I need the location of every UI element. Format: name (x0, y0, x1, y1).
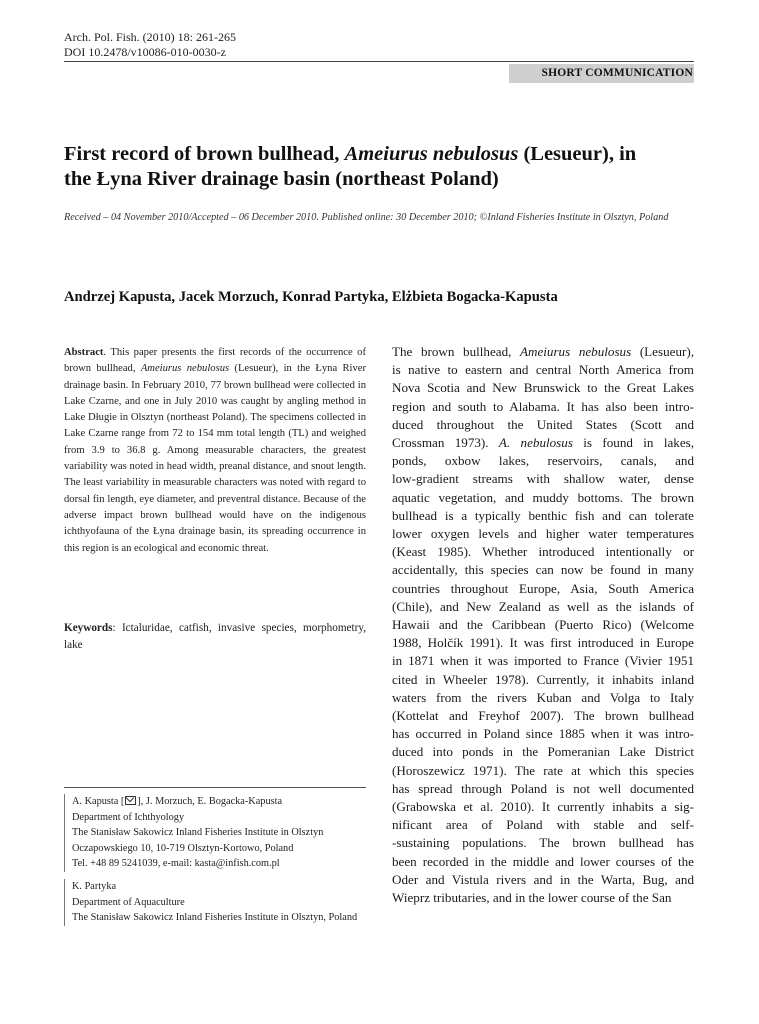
body-line (392, 525, 694, 543)
body-line-segment: Ameiurus nebulosus (520, 344, 632, 359)
body-line (392, 871, 694, 889)
body-line-segment: is found in lakes, (572, 435, 695, 451)
body-line (392, 798, 694, 816)
affiliation-rule (64, 787, 366, 788)
body-line-segment: low-gradient streams with shallow water, dense (392, 471, 694, 487)
affiliation1-names (72, 794, 366, 810)
body-line (392, 853, 694, 871)
affiliation1-address: Oczapowskiego 10, 10-719 Olsztyn-Kortowo, Poland (72, 842, 294, 854)
abstract-species: Ameiurus nebulosus (140, 363, 230, 375)
body-line-segment: has occurred in Poland since 1885 when it was intro- (392, 726, 694, 742)
body-line-segment: bullhead is a typically benthic fish and can tolerate (392, 507, 694, 523)
body-line-segment: Nova Scotia and New Brunswick to the Great Lakes (392, 380, 694, 396)
body-line-segment: (Keast 1985). Whether introduced intentionally or (392, 544, 694, 560)
affiliation1-names-b: ], J. Morzuch, E. Bogacka-Kapusta (137, 796, 283, 807)
body-line-segment: aquatic vegetation, and muddy bottoms. The brown (392, 489, 694, 505)
body-line-segment: accidentally, this species can now be found in many (392, 562, 694, 578)
keywords-text: : Ictaluridae, catfish, invasive species, morphometry, lake (64, 622, 366, 651)
body-line (392, 634, 694, 652)
body-line-segment: The brown bullhead, (392, 344, 521, 359)
body-line-segment: waters from the rivers Kuban and Volga to Italy (392, 689, 694, 705)
affiliation-block-1 (64, 794, 366, 872)
affiliation2-dept: Department of Aquaculture (72, 896, 185, 908)
body-line (392, 398, 694, 416)
body-line (392, 561, 694, 579)
body-line (392, 452, 694, 470)
body-line-segment: countries throughout Europe, Asia, South America (392, 580, 694, 596)
envelope-icon (125, 796, 136, 805)
body-line (392, 470, 694, 488)
affiliation1-names-a: A. Kapusta [ (72, 796, 125, 807)
body-line (392, 598, 694, 616)
author-list: Andrzej Kapusta, Jacek Morzuch, Konrad Partyka, Elżbieta Bogacka-Kapusta (64, 289, 558, 305)
body-line-segment: Hawaii and the Caribbean (Puerto Rico) (Welcome (392, 617, 694, 633)
body-line (392, 543, 694, 561)
body-line (392, 416, 694, 434)
body-line (392, 834, 694, 852)
body-line (392, 707, 694, 725)
body-line-segment: (Kottelat and Freyhof 2007). The brown bullhead (392, 708, 694, 724)
abstract-text-a: . This paper presents the first records of the occurrence of brown bullhead, (64, 347, 366, 375)
affiliation2-inst: The Stanisław Sakowicz Inland Fisheries Institute in Olsztyn, Poland (72, 912, 358, 924)
body-line-segment: in 1871 when it was imported to France (Vivier 1951 (392, 653, 694, 669)
body-line (392, 689, 694, 707)
body-line (392, 616, 694, 634)
body-line-segment: duced throughout the United States (Scott and (392, 416, 694, 432)
body-line (392, 780, 694, 798)
body-line (392, 507, 694, 525)
journal-header (64, 30, 236, 60)
body-line-segment: A. nebulosus (498, 435, 573, 451)
body-line (392, 343, 694, 361)
body-line (392, 434, 694, 452)
affiliation1-dept: Department of Ichthyology (72, 811, 185, 823)
paper-title (64, 142, 704, 192)
body-line-segment: cited in Wheeler 1978). Currently, it inhabits inland (392, 671, 694, 687)
title-line2: the Łyna River drainage basin (northeast Poland) (64, 168, 499, 190)
body-line-segment: Oder and Vistula rivers and in the Warta, Bug, and (392, 871, 694, 887)
affiliation1-inst: The Stanisław Sakowicz Inland Fisheries Institute in Olsztyn (72, 827, 324, 839)
body-line (392, 743, 694, 761)
body-line-segment: 1988, Holčík 1991). It was first introduced in Europe (392, 635, 694, 651)
title-part1: First record of brown bullhead, (64, 143, 345, 165)
body-line (392, 816, 694, 834)
body-line-segment: -sustaining populations. The brown bullhead has (392, 835, 694, 851)
body-line (392, 671, 694, 689)
body-line-segment: (Grabowska et al. 2010). It currently inhabits a sig- (392, 799, 694, 815)
body-line-segment: region and south to Alabama. It has also been intro- (392, 398, 694, 414)
body-line-segment: been recorded in the middle and lower courses of the (392, 853, 694, 869)
header-rule (64, 61, 694, 62)
body-line-segment: Wieprz tributaries, and in the lower course of the San (392, 890, 672, 906)
body-line (392, 725, 694, 743)
body-line-segment: nificant area of Poland with stable and self- (392, 817, 694, 833)
title-species: Ameiurus nebulosus (344, 143, 519, 165)
body-line-segment: (Lesueur), (631, 344, 694, 359)
body-line (392, 361, 694, 379)
body-line-segment: is native to eastern and central North America from (392, 362, 694, 378)
body-line-segment: has spread through Poland is not well documented (392, 780, 694, 796)
title-part2: (Lesueur), in (518, 143, 637, 165)
section-label: SHORT COMMUNICATION (509, 64, 694, 83)
body-line (392, 889, 694, 907)
body-line (392, 379, 694, 397)
affiliation2-names: K. Partyka (72, 881, 117, 892)
body-line-segment: duced into ponds in the Pomeranian Lake District (392, 744, 694, 760)
body-line-segment: (Chile), and New Zealand as well as the islands of (392, 598, 694, 614)
journal-citation: Arch. Pol. Fish. (2010) 18: 261-265 (64, 30, 236, 44)
body-line (392, 652, 694, 670)
body-line (392, 489, 694, 507)
keywords (64, 620, 366, 653)
affiliation1-contact: Tel. +48 89 5241039, e-mail: kasta@infish.com.pl (72, 858, 280, 870)
abstract-label: Abstract (64, 347, 104, 358)
affiliation-block-2 (64, 879, 366, 926)
keywords-label: Keywords (64, 622, 113, 634)
body-line-segment: (Horoszewicz 1971). The rate at which this species (392, 762, 694, 778)
abstract-text-b: (Lesueur), in the Łyna River drainage basin. In February 2010, 77 brown bullhead were collected in Lake Czarne, and one in July 2010 was caught by angling method in Lake Długie in Olsztyn (northeast Poland). The specimens collected in Lake Czarne range from 72 to 154 mm total length (TL) and weighed from 3.9 to 36.8 g. Among measurable characters, the greatest variability was noted in head width, preanal distance, and snout length. The least variability in measurable characters was noted with regard to dorsal fin length, eye diameter, and preventral distance. Because of the adverse impact brown bullhead would have on the indigenous ichthyofauna of the Łyna drainage basin, its spreading occurrence in this region is an ecological and economic threat. (64, 363, 366, 554)
received-dates: Received – 04 November 2010/Accepted – 06 December 2010. Published online: 30 December 2010; ©Inland Fisheries Institute in Olsztyn, Poland (64, 212, 669, 223)
body-line-segment: lower oxygen levels and higher water temperatures (392, 526, 694, 542)
body-line (392, 580, 694, 598)
body-line (392, 762, 694, 780)
body-text (392, 343, 694, 907)
journal-doi: DOI 10.2478/v10086-010-0030-z (64, 45, 226, 59)
body-line-segment: ponds, oxbow lakes, reservoirs, canals, and (392, 453, 694, 469)
body-line-segment: Crossman 1973). (392, 435, 499, 451)
abstract (64, 345, 366, 557)
